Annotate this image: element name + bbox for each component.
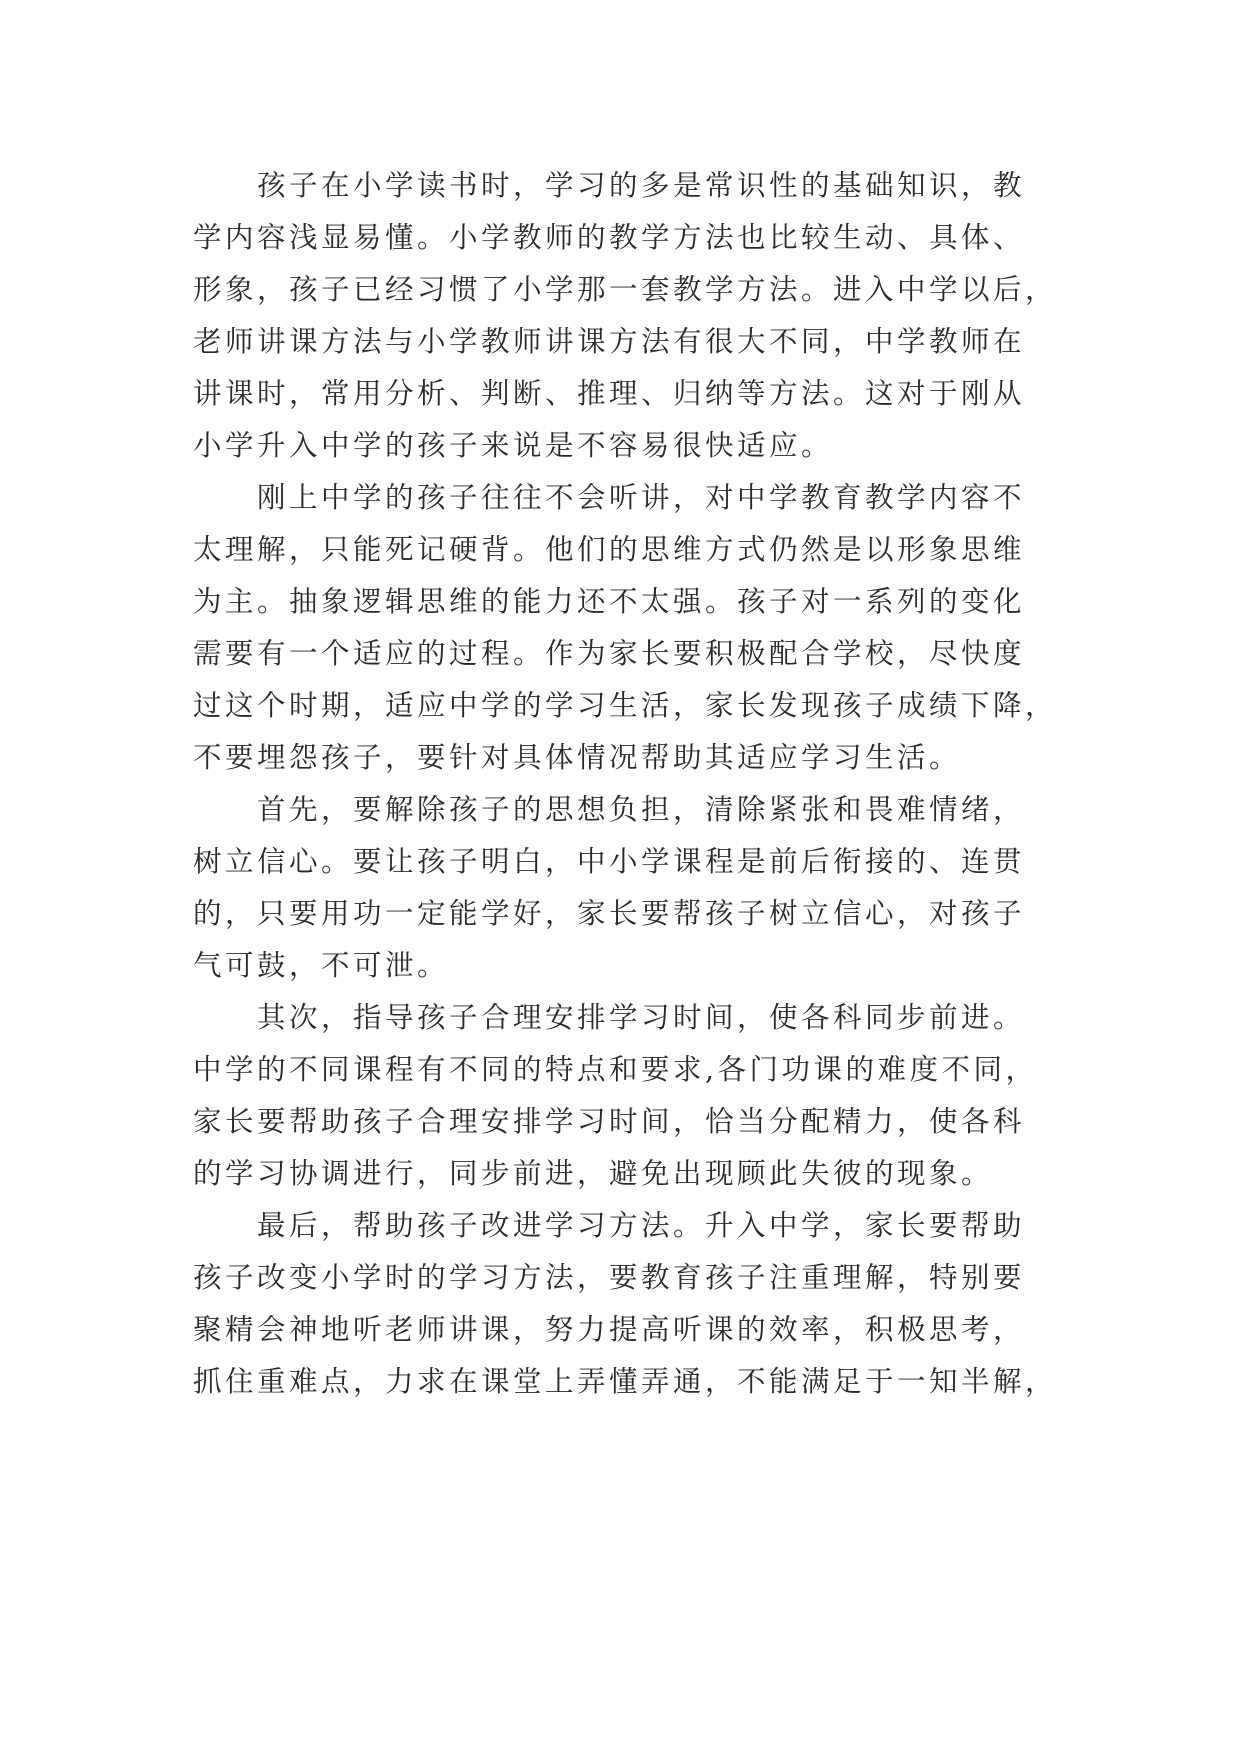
text-line: 聚精会神地听老师讲课，努力提高听课的效率，积极思考， [193,1313,1026,1346]
paragraph-3 [193,784,1055,992]
text-line: 不要埋怨孩子，要针对具体情况帮助其适应学习生活。 [193,741,962,774]
text-line: 讲课时，常用分析、判断、推理、归纳等方法。这对于刚从 [193,377,1026,410]
body-text [193,160,1058,1408]
text-line: 太理解，只能死记硬背。他们的思维方式仍然是以形象思维 [193,533,1026,566]
text-line: 树立信心。要让孩子明白，中小学课程是前后衔接的、连贯 [193,845,1026,878]
text-line: 过这个时期，适应中学的学习生活，家长发现孩子成绩下降， [193,689,1058,722]
text-line: 孩子在小学读书时，学习的多是常识性的基础知识，教 [257,169,1026,202]
paragraph-1 [193,160,1058,472]
text-line: 最后，帮助孩子改进学习方法。升入中学，家长要帮助 [257,1209,1026,1242]
text-line: 小学升入中学的孩子来说是不容易很快适应。 [193,429,834,462]
text-line: 孩子改变小学时的学习方法，要教育孩子注重理解，特别要 [193,1261,1026,1294]
text-line: 为主。抽象逻辑思维的能力还不太强。孩子对一系列的变化 [193,585,1026,618]
text-line: 刚上中学的孩子往往不会听讲，对中学教育教学内容不 [257,481,1026,514]
text-line: 的学习协调进行，同步前进，避免出现顾此失彼的现象。 [193,1157,994,1190]
text-line: 老师讲课方法与小学教师讲课方法有很大不同，中学教师在 [193,325,1026,358]
text-line: 的，只要用功一定能学好，家长要帮孩子树立信心，对孩子 [193,897,1026,930]
paragraph-5 [193,1200,1058,1408]
text-line: 其次，指导孩子合理安排学习时间，使各科同步前进。 [257,1001,1026,1034]
text-line: 中学的不同课程有不同的特点和要求,各门功课的难度不同， [193,1053,1038,1086]
text-line: 抓住重难点，力求在课堂上弄懂弄通，不能满足于一知半解， [193,1365,1058,1398]
text-line: 形象，孩子已经习惯了小学那一套教学方法。进入中学以后， [193,273,1058,306]
text-line: 家长要帮助孩子合理安排学习时间，恰当分配精力，使各科 [193,1105,1026,1138]
text-line: 气可鼓，不可泄。 [193,949,450,982]
text-line: 首先，要解除孩子的思想负担，清除紧张和畏难情绪， [257,793,1026,826]
paragraph-4 [193,992,1055,1200]
paragraph-2 [193,472,1058,784]
text-line: 学内容浅显易懂。小学教师的教学方法也比较生动、具体、 [193,221,1026,254]
text-line: 需要有一个适应的过程。作为家长要积极配合学校，尽快度 [193,637,1026,670]
